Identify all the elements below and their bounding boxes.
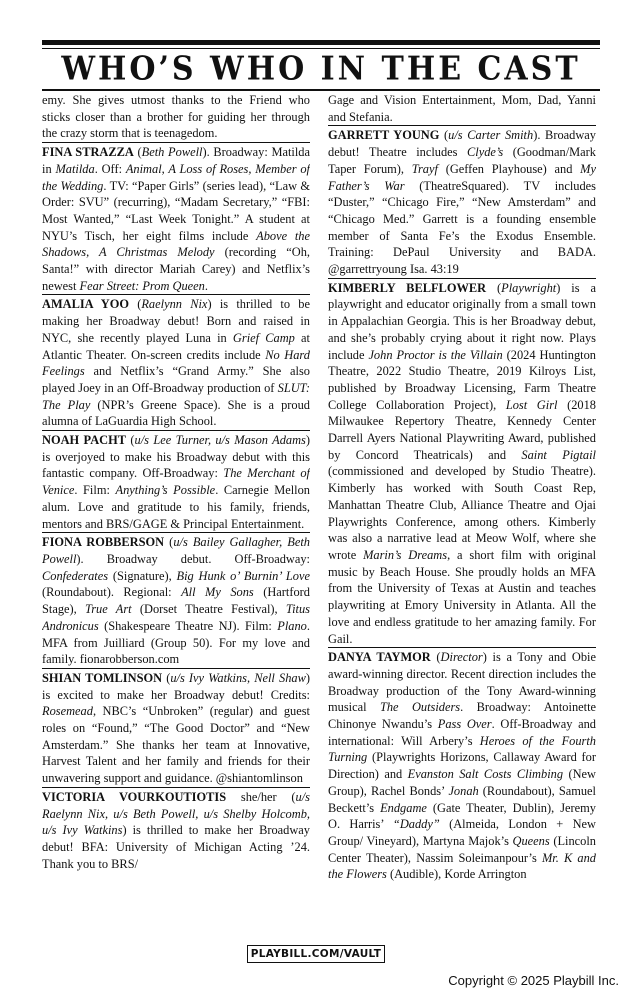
bio-name: SHIAN TOMLINSON xyxy=(42,670,163,685)
bio-name: FINA STRAZZA xyxy=(42,145,134,160)
bio-name: KIMBERLY BELFLOWER xyxy=(328,280,487,295)
bio-garrett-young: GARRETT YOUNG (u/s Carter Smith). Broadway debut! Theatre includes Clyde’s (Goodman/Mark Taper Forum), Trayf (Geffen Playhouse) and My Father’s War (TheatreSquared). TV includes “Duster,” “Chicago Fire,” “New Amsterdam” and “Chicago Med.” Garrett is a founding ensemble member of Santa Fe’s the Exodus Ensemble. Training: DePaul University and BADA. @garrettryoung Isa. 43:19 xyxy=(328,125,596,277)
bio-danya-taymor: DANYA TAYMOR (Director) is a Tony and Obie award-winning director. Recent direction includes the Broadway production of the Tony Award-winning musical The Outsiders. Broadway: Antoinette Chinonye Nwandu’s Pass Over. Off-Broadway and international: Will Arbery’s Heroes of the Fourth Turning (Playwrights Horizons, Callaway Award for Direction) and Evanston Salt Costs Climbing (New Group), Rachel Bonds’ Jonah (Roundabout), Samuel Beckett’s Endgame (Gate Theater, Dublin), Jeremy O. Harris’ “Daddy” (Almeida, London + New Group/ Vineyard), Martyna Majok’s Queens (Lincoln Center Theater), Nassim Soleimanpour’s Mr. K and the Flowers (Audible), Korde Arrington xyxy=(328,647,596,883)
continued-bio: Gage and Vision Entertainment, Mom, Dad, Yanni and Stefania. xyxy=(328,93,596,124)
vault-link[interactable]: PLAYBILL.COM/VAULT xyxy=(247,945,385,963)
copyright-notice: Copyright © 2025 Playbill Inc. xyxy=(448,973,619,988)
left-column xyxy=(42,92,310,944)
bio-amalia-yoo: AMALIA YOO (Raelynn Nix) is thrilled to be making her Broadway debut! Born and raised in NYC, she recently played Luna in Grief Camp at Atlantic Theater. On-screen credits include No Hard Feelings and Netflix’s “Grand Army.” She also played Joey in an Off-Broadway production of SLUT: The Play (NPR’s Greene Space). She is a proud alumna of LaGuardia High School. xyxy=(42,294,310,430)
right-column xyxy=(328,92,596,944)
bio-name: DANYA TAYMOR xyxy=(328,650,431,665)
page-title: WHO’S WHO IN THE CAST xyxy=(61,50,581,89)
bio-name: AMALIA YOO xyxy=(42,297,129,312)
bio-shian-tomlinson: SHIAN TOMLINSON (u/s Ivy Watkins, Nell Shaw) is excited to make her Broadway debut! Credits: Rosemead, NBC’s “Unbroken” (regular) and guest roles on “Found,” “The Good Doctor” and “New Amsterdam.” She thanks her team at Innovative, Harvest Talent and her family and friends for their unwavering support and guidance. @shiantomlinson xyxy=(42,668,310,787)
bio-fina-strazza: FINA STRAZZA (Beth Powell). Broadway: Matilda in Matilda. Off: Animal, A Loss of Roses, Member of the Wedding. TV: “Paper Girls” (series lead), “Law & Order: SVU” (recurring), “Madam Secretary,” “FBI: Most Wanted,” “Last Week Tonight.” A student at NYU’s Tisch, her eight films include Above the Shadows, A Christmas Melody (recording “Oh, Santa!” with director Mariah Carey) and Netflix’s newest Fear Street: Prom Queen. xyxy=(42,142,310,294)
bio-noah-pacht: NOAH PACHT (u/s Lee Turner, u/s Mason Adams) is overjoyed to make his Broadway debut with this fantastic company. Off-Broadway: The Merchant of Venice. Film: Anything’s Possible. Carnegie Mellon alum. Love and gratitude to his family, friends, mentors and BRS/GAGE & Principal Entertainment. xyxy=(42,430,310,532)
bio-victoria-vourkoutiotis: VICTORIA VOURKOUTIOTIS she/her (u/s Raelynn Nix, u/s Beth Powell, u/s Shelby Holcomb, u/s Ivy Watkins) is thrilled to make her Broadway debut! BFA: University of Michigan Acting ’24. Thank you to BRS/ xyxy=(42,787,310,873)
bio-name: VICTORIA VOURKOUTIOTIS xyxy=(42,789,227,804)
bio-name: GARRETT YOUNG xyxy=(328,128,440,143)
bio-fiona-robberson: FIONA ROBBERSON (u/s Bailey Gallagher, Beth Powell). Broadway debut. Off-Broadway: Confederates (Signature), Big Hunk o’ Burnin’ Love (Roundabout). Regional: All My Sons (Hartford Stage), True Art (Dorset Theatre Festival), Titus Andronicus (Shakespeare Theatre NJ). Film: Plano. MFA from Juilliard (Group 50). For my love and family. fionarobberson.com xyxy=(42,532,310,668)
title-underline xyxy=(42,89,600,91)
bio-name: NOAH PACHT xyxy=(42,433,126,448)
bio-name: FIONA ROBBERSON xyxy=(42,535,165,550)
top-rule xyxy=(42,40,600,45)
continued-bio: emy. She gives utmost thanks to the Friend who sticks closer than a brother for guiding her through the crazy storm that is teenagedom. xyxy=(42,93,310,141)
top-thin-rule xyxy=(42,48,600,49)
bio-kimberly-belflower: KIMBERLY BELFLOWER (Playwright) is a playwright and educator originally from a small town in Appalachian Georgia. This is her Broadway debut, and she’s probably crying about it right now. Plays include John Proctor is the Villain (2024 Huntington Theatre, 2022 Studio Theatre, 2019 Kilroys List, published by Broadway Licensing, Farm Theatre College Collaboration Project), Lost Girl (2018 Milwaukee Repertory Theatre, Kennedy Center Darrell Ayers National Playwriting Award, published by Concord Theatricals) and Saint Pigtail (commissioned and developed by Studio Theatre). Kimberly has worked with South Coast Rep, Manhattan Theatre Club, Alliance Theatre and Ojai Playwrights Conference, among others. Kimberly was also a narrative lead at Meow Wolf, where she wrote Marin’s Dreams, a short film with original music by Beach House. She proudly holds an MFA from the University of Texas at Austin and teaches playwriting at Emory University in Atlanta. All the love and endless gratitude to her amazing family. For Gail. xyxy=(328,278,596,647)
